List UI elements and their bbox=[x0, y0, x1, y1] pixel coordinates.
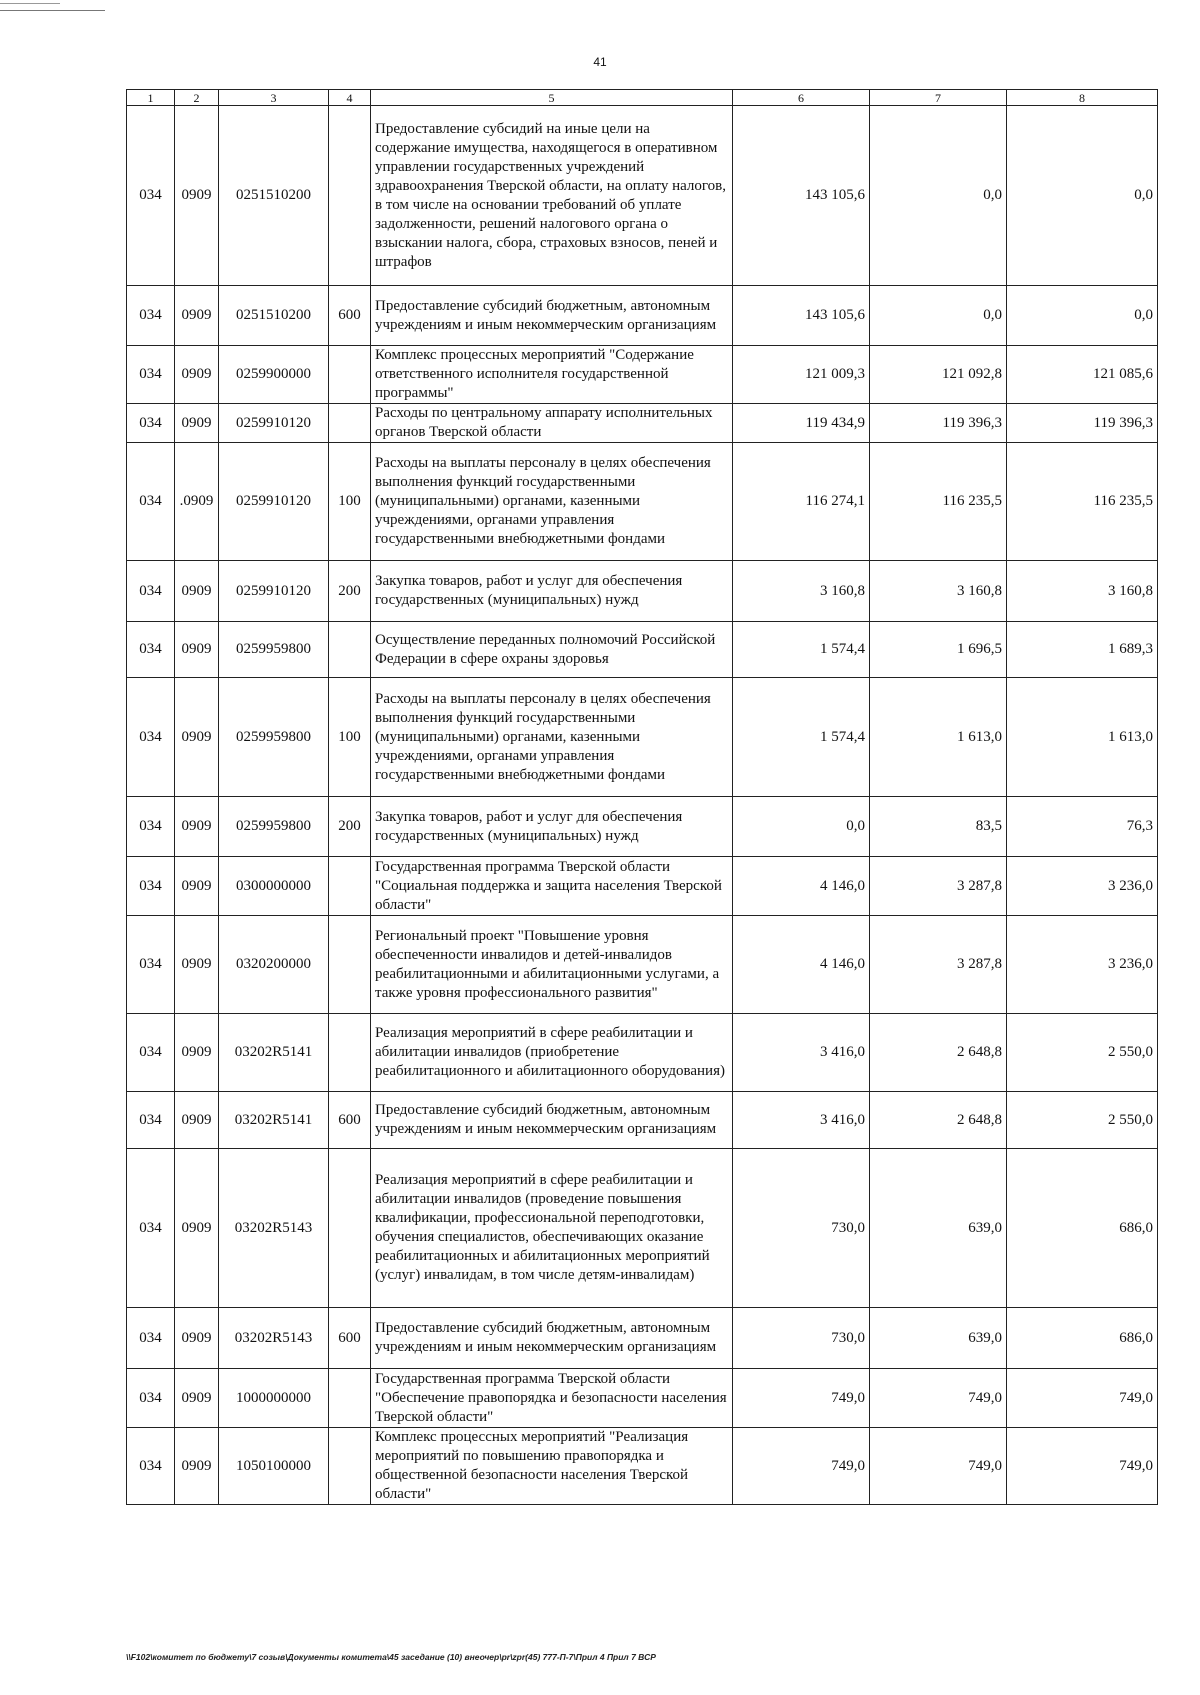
cell-target-article: 0259900000 bbox=[219, 346, 329, 404]
cell-description: Реализация мероприятий в сфере реабилитации и абилитации инвалидов (проведение повышения квалификации, профессиональной переподготовки, обучения специалистов, обеспечивающих оказание реабилитационных и абилитационных мероприятий (услуг) инвалидам, в том числе детям-инвалидам) bbox=[371, 1149, 733, 1308]
cell-amount-col6: 0,0 bbox=[733, 797, 870, 857]
cell-target-article: 0259910120 bbox=[219, 404, 329, 443]
cell-amount-col8: 119 396,3 bbox=[1007, 404, 1158, 443]
cell-section-code: 0909 bbox=[175, 622, 219, 678]
cell-section-code: 0909 bbox=[175, 1369, 219, 1428]
cell-amount-col8: 3 160,8 bbox=[1007, 561, 1158, 622]
cell-ministry-code: 034 bbox=[127, 678, 175, 797]
cell-ministry-code: 034 bbox=[127, 1308, 175, 1369]
cell-expense-type: 200 bbox=[329, 797, 371, 857]
cell-amount-col6: 119 434,9 bbox=[733, 404, 870, 443]
table-row bbox=[127, 1428, 1158, 1505]
cell-description: Комплекс процессных мероприятий "Содержание ответственного исполнителя государственной программы" bbox=[371, 346, 733, 404]
cell-description: Закупка товаров, работ и услуг для обеспечения государственных (муниципальных) нужд bbox=[371, 561, 733, 622]
cell-amount-col6: 4 146,0 bbox=[733, 857, 870, 916]
cell-section-code: .0909 bbox=[175, 443, 219, 561]
cell-amount-col6: 143 105,6 bbox=[733, 286, 870, 346]
page-number: 41 bbox=[593, 55, 607, 69]
cell-section-code: 0909 bbox=[175, 1149, 219, 1308]
cell-ministry-code: 034 bbox=[127, 1092, 175, 1149]
cell-amount-col7: 121 092,8 bbox=[870, 346, 1007, 404]
header-col-4: 4 bbox=[329, 90, 371, 106]
cell-target-article: 0259910120 bbox=[219, 561, 329, 622]
cell-expense-type bbox=[329, 1014, 371, 1092]
cell-amount-col8: 749,0 bbox=[1007, 1428, 1158, 1505]
table-row bbox=[127, 1092, 1158, 1149]
cell-ministry-code: 034 bbox=[127, 1014, 175, 1092]
cell-amount-col6: 1 574,4 bbox=[733, 622, 870, 678]
cell-ministry-code: 034 bbox=[127, 1428, 175, 1505]
header-col-3: 3 bbox=[219, 90, 329, 106]
cell-section-code: 0909 bbox=[175, 916, 219, 1014]
cell-section-code: 0909 bbox=[175, 1428, 219, 1505]
cell-amount-col6: 730,0 bbox=[733, 1308, 870, 1369]
cell-description: Государственная программа Тверской области "Обеспечение правопорядка и безопасности населения Тверской области" bbox=[371, 1369, 733, 1428]
cell-amount-col6: 3 416,0 bbox=[733, 1092, 870, 1149]
header-col-2: 2 bbox=[175, 90, 219, 106]
cell-target-article: 0300000000 bbox=[219, 857, 329, 916]
cell-target-article: 1050100000 bbox=[219, 1428, 329, 1505]
cell-amount-col8: 749,0 bbox=[1007, 1369, 1158, 1428]
table-row bbox=[127, 443, 1158, 561]
cell-description: Закупка товаров, работ и услуг для обеспечения государственных (муниципальных) нужд bbox=[371, 797, 733, 857]
cell-expense-type: 200 bbox=[329, 561, 371, 622]
cell-description: Расходы на выплаты персоналу в целях обеспечения выполнения функций государственными (муниципальными) органами, казенными учреждениями, органами управления государственными внебюджетными фондами bbox=[371, 678, 733, 797]
cell-ministry-code: 034 bbox=[127, 404, 175, 443]
table-row bbox=[127, 916, 1158, 1014]
header-col-5: 5 bbox=[371, 90, 733, 106]
cell-description: Предоставление субсидий бюджетным, автономным учреждениям и иным некоммерческим организациям bbox=[371, 1092, 733, 1149]
cell-expense-type: 600 bbox=[329, 286, 371, 346]
table-header-row bbox=[127, 90, 1158, 106]
cell-amount-col6: 730,0 bbox=[733, 1149, 870, 1308]
budget-table bbox=[126, 89, 1158, 1505]
cell-expense-type bbox=[329, 1428, 371, 1505]
cell-expense-type bbox=[329, 106, 371, 286]
table-row bbox=[127, 1149, 1158, 1308]
cell-amount-col7: 0,0 bbox=[870, 106, 1007, 286]
cell-expense-type bbox=[329, 346, 371, 404]
cell-target-article: 0259959800 bbox=[219, 797, 329, 857]
footer-file-path: \\F102\комитет по бюджету\7 созыв\Документы комитета\45 заседание (10) внеочер\pr\zpr(45) 777-П-7\Прил 4 Прил 7 ВСР bbox=[126, 1652, 656, 1662]
cell-expense-type bbox=[329, 1149, 371, 1308]
cell-section-code: 0909 bbox=[175, 286, 219, 346]
cell-amount-col6: 116 274,1 bbox=[733, 443, 870, 561]
table-row bbox=[127, 678, 1158, 797]
cell-amount-col6: 4 146,0 bbox=[733, 916, 870, 1014]
cell-amount-col7: 3 287,8 bbox=[870, 916, 1007, 1014]
cell-expense-type bbox=[329, 404, 371, 443]
table-row bbox=[127, 106, 1158, 286]
cell-section-code: 0909 bbox=[175, 1092, 219, 1149]
cell-description: Расходы по центральному аппарату исполнительных органов Тверской области bbox=[371, 404, 733, 443]
cell-target-article: 0259910120 bbox=[219, 443, 329, 561]
cell-amount-col8: 3 236,0 bbox=[1007, 916, 1158, 1014]
table-row bbox=[127, 286, 1158, 346]
cell-target-article: 03202R5141 bbox=[219, 1014, 329, 1092]
table-row bbox=[127, 797, 1158, 857]
cell-amount-col7: 119 396,3 bbox=[870, 404, 1007, 443]
cell-amount-col8: 2 550,0 bbox=[1007, 1092, 1158, 1149]
cell-amount-col8: 0,0 bbox=[1007, 106, 1158, 286]
cell-amount-col6: 121 009,3 bbox=[733, 346, 870, 404]
cell-description: Комплекс процессных мероприятий "Реализация мероприятий по повышению правопорядка и общественной безопасности населения Тверской области" bbox=[371, 1428, 733, 1505]
cell-amount-col7: 0,0 bbox=[870, 286, 1007, 346]
cell-section-code: 0909 bbox=[175, 678, 219, 797]
cell-amount-col8: 1 613,0 bbox=[1007, 678, 1158, 797]
cell-ministry-code: 034 bbox=[127, 443, 175, 561]
table-row bbox=[127, 1014, 1158, 1092]
cell-description: Региональный проект "Повышение уровня обеспеченности инвалидов и детей-инвалидов реабилитационными и абилитационными услугами, а также уровня профессионального развития" bbox=[371, 916, 733, 1014]
cell-amount-col8: 121 085,6 bbox=[1007, 346, 1158, 404]
cell-ministry-code: 034 bbox=[127, 286, 175, 346]
cell-target-article: 1000000000 bbox=[219, 1369, 329, 1428]
cell-description: Осуществление переданных полномочий Российской Федерации в сфере охраны здоровья bbox=[371, 622, 733, 678]
cell-amount-col7: 83,5 bbox=[870, 797, 1007, 857]
table-row bbox=[127, 1369, 1158, 1428]
cell-section-code: 0909 bbox=[175, 561, 219, 622]
cell-amount-col6: 3 416,0 bbox=[733, 1014, 870, 1092]
cell-description: Предоставление субсидий бюджетным, автономным учреждениям и иным некоммерческим организациям bbox=[371, 286, 733, 346]
cell-section-code: 0909 bbox=[175, 106, 219, 286]
table-row bbox=[127, 857, 1158, 916]
cell-amount-col6: 749,0 bbox=[733, 1428, 870, 1505]
cell-amount-col7: 639,0 bbox=[870, 1149, 1007, 1308]
cell-amount-col8: 76,3 bbox=[1007, 797, 1158, 857]
cell-expense-type: 600 bbox=[329, 1092, 371, 1149]
table-body bbox=[127, 106, 1158, 1505]
cell-amount-col7: 1 696,5 bbox=[870, 622, 1007, 678]
cell-section-code: 0909 bbox=[175, 1308, 219, 1369]
table-row bbox=[127, 404, 1158, 443]
cell-amount-col7: 749,0 bbox=[870, 1428, 1007, 1505]
cell-section-code: 0909 bbox=[175, 797, 219, 857]
cell-amount-col7: 2 648,8 bbox=[870, 1014, 1007, 1092]
cell-amount-col6: 143 105,6 bbox=[733, 106, 870, 286]
cell-ministry-code: 034 bbox=[127, 561, 175, 622]
cell-amount-col8: 686,0 bbox=[1007, 1149, 1158, 1308]
cell-amount-col7: 116 235,5 bbox=[870, 443, 1007, 561]
header-col-6: 6 bbox=[733, 90, 870, 106]
table-row bbox=[127, 561, 1158, 622]
cell-description: Государственная программа Тверской области "Социальная поддержка и защита населения Тверской области" bbox=[371, 857, 733, 916]
cell-expense-type bbox=[329, 916, 371, 1014]
cell-section-code: 0909 bbox=[175, 346, 219, 404]
cell-ministry-code: 034 bbox=[127, 916, 175, 1014]
cell-amount-col8: 116 235,5 bbox=[1007, 443, 1158, 561]
cell-amount-col7: 639,0 bbox=[870, 1308, 1007, 1369]
cell-expense-type bbox=[329, 1369, 371, 1428]
cell-expense-type: 100 bbox=[329, 443, 371, 561]
header-col-1: 1 bbox=[127, 90, 175, 106]
cell-amount-col8: 1 689,3 bbox=[1007, 622, 1158, 678]
cell-amount-col8: 0,0 bbox=[1007, 286, 1158, 346]
cell-target-article: 0251510200 bbox=[219, 286, 329, 346]
header-col-7: 7 bbox=[870, 90, 1007, 106]
cell-target-article: 03202R5143 bbox=[219, 1149, 329, 1308]
cell-ministry-code: 034 bbox=[127, 797, 175, 857]
cell-amount-col6: 3 160,8 bbox=[733, 561, 870, 622]
cell-target-article: 0259959800 bbox=[219, 678, 329, 797]
cell-amount-col6: 749,0 bbox=[733, 1369, 870, 1428]
cell-description: Предоставление субсидий на иные цели на содержание имущества, находящегося в оперативном управлении государственных учреждений здравоохранения Тверской области, на оплату налогов, в том числе на основании требований об уплате задолженности, решений налогового органа о взыскании налога, сбора, страховых взносов, пеней и штрафов bbox=[371, 106, 733, 286]
cell-description: Реализация мероприятий в сфере реабилитации и абилитации инвалидов (приобретение реабилитационного и абилитационного оборудования) bbox=[371, 1014, 733, 1092]
cell-section-code: 0909 bbox=[175, 1014, 219, 1092]
cell-ministry-code: 034 bbox=[127, 857, 175, 916]
cell-expense-type bbox=[329, 622, 371, 678]
cell-amount-col7: 3 287,8 bbox=[870, 857, 1007, 916]
table-row bbox=[127, 1308, 1158, 1369]
cell-amount-col8: 2 550,0 bbox=[1007, 1014, 1158, 1092]
cell-ministry-code: 034 bbox=[127, 622, 175, 678]
header-col-8: 8 bbox=[1007, 90, 1158, 106]
cell-expense-type: 100 bbox=[329, 678, 371, 797]
cell-target-article: 0251510200 bbox=[219, 106, 329, 286]
cell-ministry-code: 034 bbox=[127, 1369, 175, 1428]
cell-description: Расходы на выплаты персоналу в целях обеспечения выполнения функций государственными (муниципальными) органами, казенными учреждениями, органами управления государственными внебюджетными фондами bbox=[371, 443, 733, 561]
cell-target-article: 03202R5143 bbox=[219, 1308, 329, 1369]
cell-section-code: 0909 bbox=[175, 404, 219, 443]
cell-ministry-code: 034 bbox=[127, 106, 175, 286]
cell-expense-type bbox=[329, 857, 371, 916]
table-row bbox=[127, 346, 1158, 404]
cell-target-article: 0259959800 bbox=[219, 622, 329, 678]
cell-amount-col6: 1 574,4 bbox=[733, 678, 870, 797]
cell-ministry-code: 034 bbox=[127, 1149, 175, 1308]
cell-expense-type: 600 bbox=[329, 1308, 371, 1369]
cell-target-article: 03202R5141 bbox=[219, 1092, 329, 1149]
cell-section-code: 0909 bbox=[175, 857, 219, 916]
cell-description: Предоставление субсидий бюджетным, автономным учреждениям и иным некоммерческим организациям bbox=[371, 1308, 733, 1369]
cell-amount-col7: 3 160,8 bbox=[870, 561, 1007, 622]
scan-corner-mark bbox=[0, 0, 105, 11]
cell-amount-col7: 1 613,0 bbox=[870, 678, 1007, 797]
cell-target-article: 0320200000 bbox=[219, 916, 329, 1014]
table-row bbox=[127, 622, 1158, 678]
cell-ministry-code: 034 bbox=[127, 346, 175, 404]
cell-amount-col7: 2 648,8 bbox=[870, 1092, 1007, 1149]
cell-amount-col8: 686,0 bbox=[1007, 1308, 1158, 1369]
cell-amount-col7: 749,0 bbox=[870, 1369, 1007, 1428]
cell-amount-col8: 3 236,0 bbox=[1007, 857, 1158, 916]
